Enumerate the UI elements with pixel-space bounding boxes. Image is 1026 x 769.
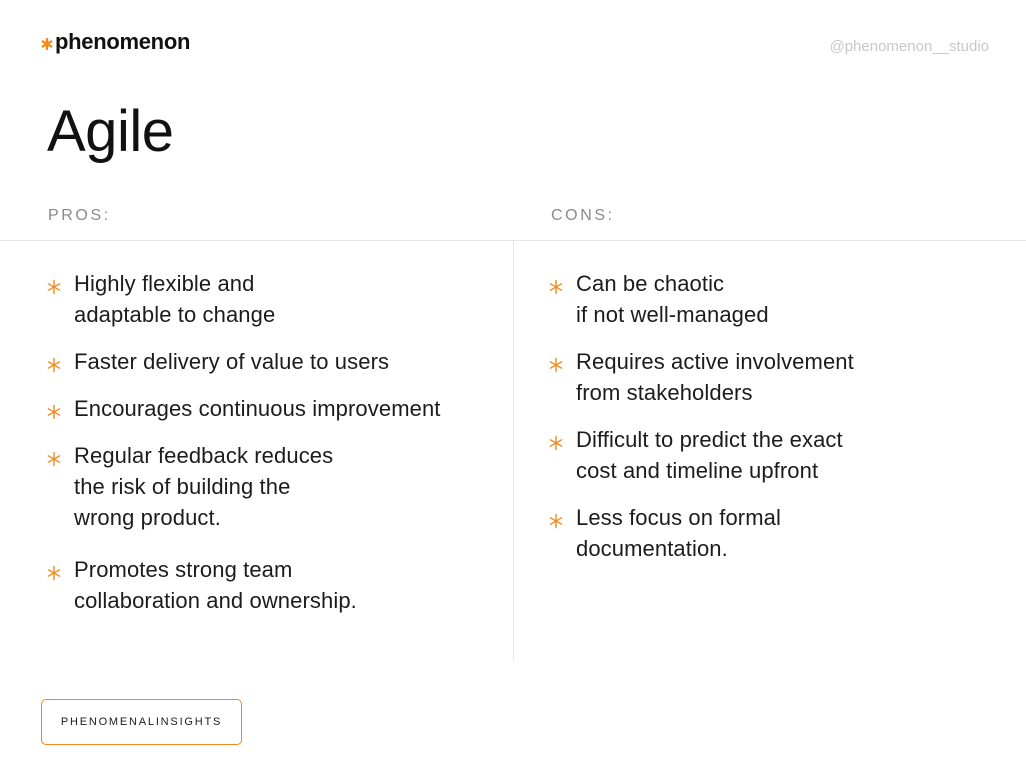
vertical-divider bbox=[513, 240, 514, 660]
pros-item bbox=[46, 268, 506, 330]
cons-item-text: Difficult to predict the exact cost and timeline upfront bbox=[576, 427, 843, 483]
asterisk-bullet-icon bbox=[548, 279, 564, 295]
asterisk-bullet-icon bbox=[46, 451, 62, 467]
pros-item bbox=[46, 393, 506, 424]
cons-item bbox=[548, 346, 1008, 408]
asterisk-icon bbox=[41, 38, 53, 50]
cons-item bbox=[548, 502, 1008, 564]
cons-item bbox=[548, 268, 1008, 330]
asterisk-bullet-icon bbox=[46, 565, 62, 581]
asterisk-bullet-icon bbox=[46, 279, 62, 295]
pros-item bbox=[46, 440, 506, 533]
brand-name: phenomenon bbox=[55, 29, 191, 54]
asterisk-bullet-icon bbox=[548, 435, 564, 451]
cons-heading: CONS: bbox=[551, 207, 615, 224]
pros-item-text: Highly flexible and adaptable to change bbox=[74, 271, 276, 327]
pros-item bbox=[46, 346, 506, 377]
cons-item-text: Less focus on formal documentation. bbox=[576, 505, 781, 561]
pros-item-text: Promotes strong team collaboration and ownership. bbox=[74, 557, 357, 613]
cons-item bbox=[548, 424, 1008, 486]
cons-list bbox=[548, 268, 1008, 580]
social-handle: @phenomenon__studio bbox=[829, 38, 989, 55]
pros-item-text: Regular feedback reduces the risk of building the wrong product. bbox=[74, 443, 334, 530]
hashtag-badge: PHENOMENALINSIGHTS bbox=[41, 699, 242, 745]
asterisk-bullet-icon bbox=[46, 357, 62, 373]
cons-item-text: Can be chaotic if not well-managed bbox=[576, 271, 769, 327]
asterisk-bullet-icon bbox=[548, 357, 564, 373]
asterisk-bullet-icon bbox=[548, 513, 564, 529]
pros-item-text: Faster delivery of value to users bbox=[74, 349, 390, 374]
asterisk-bullet-icon bbox=[46, 404, 62, 420]
cons-item-text: Requires active involvement from stakeholders bbox=[576, 349, 854, 405]
brand-logo bbox=[41, 29, 190, 55]
pros-heading: PROS: bbox=[48, 207, 111, 224]
pros-list bbox=[46, 268, 506, 632]
pros-item bbox=[46, 554, 506, 616]
page-title: Agile bbox=[47, 99, 174, 164]
pros-item-text: Encourages continuous improvement bbox=[74, 396, 441, 421]
